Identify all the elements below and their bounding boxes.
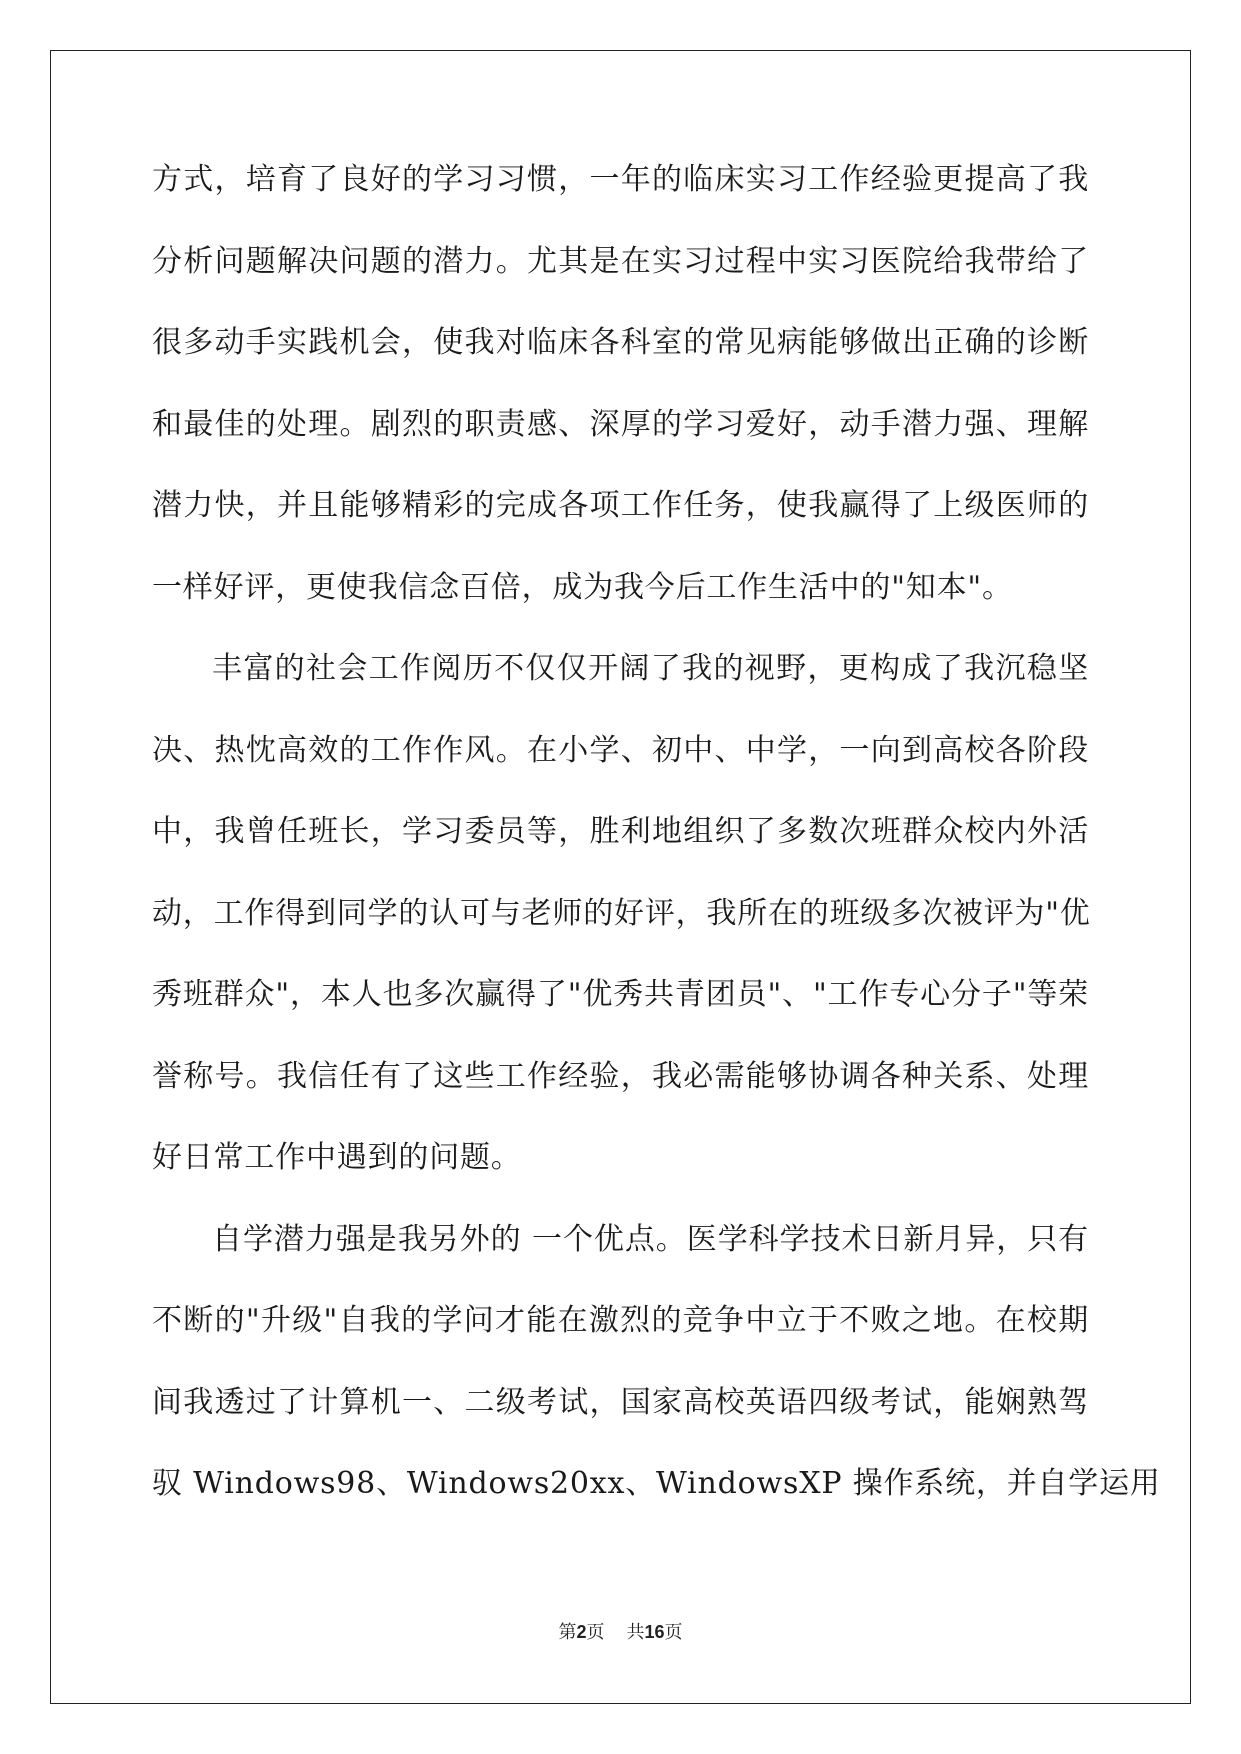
text-line: 不断的"升级"自我的学问才能在激烈的竞争中立于不败之地。在校期 <box>152 1303 1089 1338</box>
text-line: 和最佳的处理。剧烈的职责感、深厚的学习爱好，动手潜力强、理解 <box>152 406 1089 442</box>
text-line: 誉称号。我信任有了这些工作经验，我必需能够协调各种关系、处理 <box>152 1058 1089 1094</box>
text-line: 好日常工作中遇到的问题。 <box>152 1140 522 1175</box>
text-line: 中，我曾任班长，学习委员等，胜利地组织了多数次班群众校内外活 <box>152 814 1089 849</box>
total-suffix: 页 <box>664 1622 683 1642</box>
text-line: 一样好评，更使我信念百倍，成为我今后工作生活中的"知本"。 <box>152 569 1013 605</box>
page-footer <box>0 1618 1241 1644</box>
text-line: 秀班群众"，本人也多次赢得了"优秀共青团员"、"工作专心分子"等荣 <box>152 977 1089 1012</box>
total-pages: 16 <box>644 1622 665 1642</box>
text-line: 分析问题解决问题的潜力。尤其是在实习过程中实习医院给我带给了 <box>152 243 1089 279</box>
document-body <box>152 160 1161 1546</box>
page-number: 2 <box>576 1622 587 1642</box>
text-line: 间我透过了计算机一、二级考试，国家高校英语四级考试，能娴熟驾 <box>152 1384 1089 1420</box>
text-line: 方式，培育了良好的学习习惯，一年的临床实习工作经验更提高了我 <box>152 162 1089 197</box>
text-line: 驭 Windows98、Windows20xx、WindowsXP 操作系统，并自学运用 <box>152 1466 1161 1501</box>
text-line: 动，工作得到同学的认可与老师的好评，我所在的班级多次被评为"优 <box>152 895 1091 931</box>
page-suffix: 页 <box>586 1622 605 1642</box>
text-line: 很多动手实践机会，使我对临床各科室的常见病能够做出正确的诊断 <box>152 325 1089 360</box>
paragraph-first-line: 丰富的社会工作阅历不仅仅开阔了我的视野，更构成了我沉稳坚 <box>212 651 1089 686</box>
text-line: 决、热忱高效的工作作风。在小学、初中、中学，一向到高校各阶段 <box>152 732 1089 768</box>
paragraph-first-line: 自学潜力强是我另外的 一个优点。医学科学技术日新月异，只有 <box>212 1221 1089 1257</box>
total-prefix: 共 <box>626 1622 645 1642</box>
page-prefix: 第 <box>558 1622 577 1642</box>
text-line: 潜力快，并且能够精彩的完成各项工作任务，使我赢得了上级医师的 <box>152 488 1089 523</box>
